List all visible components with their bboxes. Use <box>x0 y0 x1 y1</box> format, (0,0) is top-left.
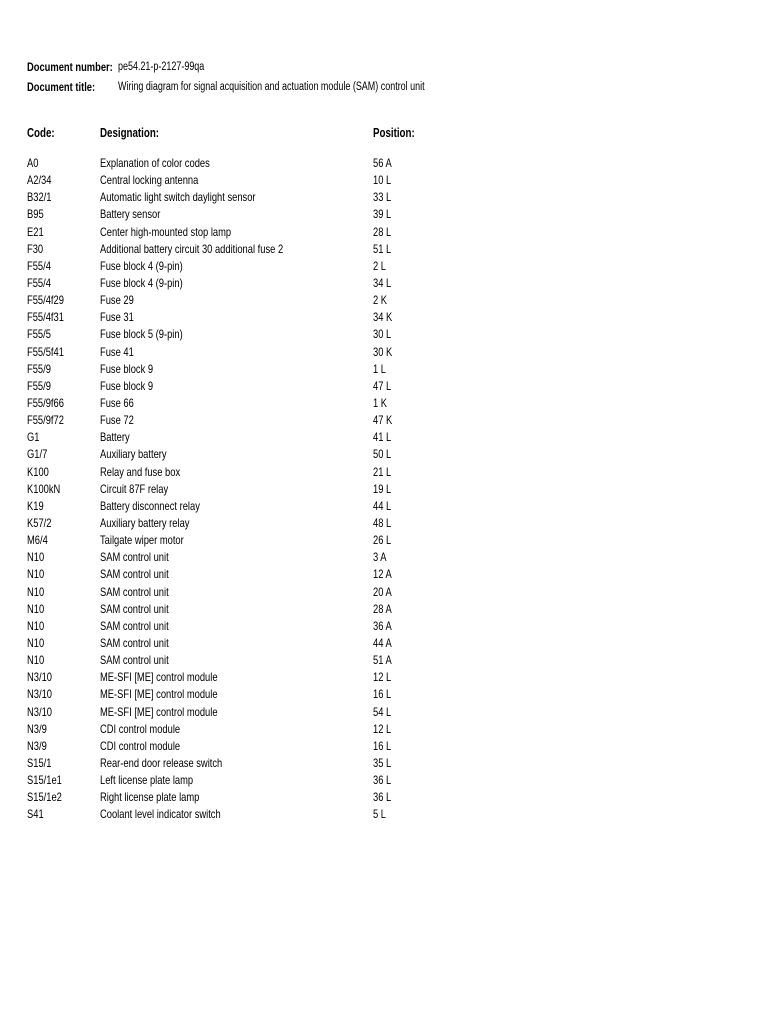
code-cell: N10 <box>27 567 45 582</box>
position-cell: 1 L <box>373 361 387 376</box>
code-cell: S41 <box>27 807 44 822</box>
code-cell: A0 <box>27 156 39 170</box>
table-row <box>0 395 768 412</box>
position-cell: 41 L <box>373 430 392 445</box>
table-row <box>0 721 768 738</box>
designation-cell: Fuse 41 <box>100 344 134 359</box>
position-cell: 19 L <box>373 481 392 496</box>
table-row <box>0 755 768 772</box>
position-cell: 50 L <box>373 447 392 462</box>
table-row <box>0 566 768 583</box>
position-cell: 47 L <box>373 378 392 393</box>
position-cell: 12 L <box>373 721 392 736</box>
designation-cell: SAM control unit <box>100 618 169 633</box>
table-row <box>0 532 768 549</box>
position-cell: 16 L <box>373 687 392 702</box>
table-row <box>0 652 768 669</box>
code-column-header <box>27 125 62 141</box>
designation-cell: Fuse 66 <box>100 395 134 410</box>
code-cell: N3/10 <box>27 704 52 719</box>
table-row <box>0 344 768 361</box>
code-cell: G1/7 <box>27 447 48 462</box>
table-row <box>0 738 768 755</box>
code-cell: S15/1 <box>27 755 52 770</box>
position-cell: 5 L <box>373 807 387 822</box>
position-cell: 33 L <box>373 190 392 205</box>
designation-cell: Fuse block 4 (9-pin) <box>100 258 183 273</box>
designation-header-text: Designation: <box>100 126 160 140</box>
designation-cell: Battery disconnect relay <box>100 498 200 513</box>
code-cell: N10 <box>27 584 45 599</box>
code-cell: F55/9 <box>27 361 51 376</box>
position-cell: 26 L <box>373 533 392 548</box>
table-row <box>0 275 768 292</box>
position-cell: 51 A <box>373 653 392 668</box>
position-cell: 1 K <box>373 395 388 410</box>
designation-cell: SAM control unit <box>100 567 169 582</box>
designation-column-header <box>100 125 176 141</box>
table-row <box>0 292 768 309</box>
designation-cell: Battery sensor <box>100 207 161 222</box>
designation-cell: Auxiliary battery relay <box>100 515 190 530</box>
component-table <box>0 155 768 823</box>
designation-cell: Central locking antenna <box>100 173 199 188</box>
designation-cell: ME-SFI [ME] control module <box>100 670 218 685</box>
designation-cell: SAM control unit <box>100 601 169 616</box>
designation-cell: SAM control unit <box>100 653 169 668</box>
code-cell: F55/4 <box>27 275 51 290</box>
table-row <box>0 446 768 463</box>
table-row <box>0 309 768 326</box>
code-cell: N10 <box>27 550 45 565</box>
designation-cell: Relay and fuse box <box>100 464 181 479</box>
code-cell: N10 <box>27 653 45 668</box>
table-row <box>0 378 768 395</box>
code-cell: B32/1 <box>27 190 52 205</box>
table-row <box>0 704 768 721</box>
designation-cell: Explanation of color codes <box>100 156 210 170</box>
position-cell: 39 L <box>373 207 392 222</box>
table-row <box>0 601 768 618</box>
designation-cell: Center high-mounted stop lamp <box>100 224 232 239</box>
document-title-value: Wiring diagram for signal acquisition and actuation module (SAM) control unit <box>118 81 425 93</box>
table-row <box>0 412 768 429</box>
position-header-text: Position: <box>373 126 415 140</box>
position-cell: 30 L <box>373 327 392 342</box>
designation-cell: Fuse block 9 <box>100 361 154 376</box>
table-row <box>0 515 768 532</box>
table-row <box>0 772 768 789</box>
position-cell: 12 A <box>373 567 392 582</box>
designation-cell: Automatic light switch daylight sensor <box>100 190 256 205</box>
table-row <box>0 241 768 258</box>
designation-cell: Auxiliary battery <box>100 447 167 462</box>
position-cell: 28 A <box>373 601 392 616</box>
position-cell: 51 L <box>373 241 392 256</box>
position-cell: 16 L <box>373 738 392 753</box>
code-cell: F30 <box>27 241 44 256</box>
designation-cell: CDI control module <box>100 721 181 736</box>
designation-cell: Coolant level indicator switch <box>100 807 221 822</box>
position-cell: 56 A <box>373 156 392 170</box>
code-cell: G1 <box>27 430 40 445</box>
table-row <box>0 618 768 635</box>
code-cell: N10 <box>27 601 45 616</box>
code-cell: N10 <box>27 635 45 650</box>
code-cell: K19 <box>27 498 44 513</box>
position-cell: 47 K <box>373 413 393 428</box>
position-cell: 34 L <box>373 275 392 290</box>
code-cell: F55/5 <box>27 327 51 342</box>
position-column-header <box>373 125 426 141</box>
code-cell: N3/9 <box>27 738 47 753</box>
table-row <box>0 361 768 378</box>
code-cell: N3/9 <box>27 721 47 736</box>
position-cell: 20 A <box>373 584 392 599</box>
table-row <box>0 464 768 481</box>
table-row <box>0 686 768 703</box>
document-number-label: Document number: <box>27 60 113 74</box>
table-row <box>0 155 768 172</box>
document-title-label: Document title: <box>27 80 96 94</box>
designation-cell: SAM control unit <box>100 584 169 599</box>
code-cell: F55/9f66 <box>27 395 64 410</box>
position-cell: 21 L <box>373 464 392 479</box>
table-row <box>0 669 768 686</box>
table-row <box>0 549 768 566</box>
position-cell: 54 L <box>373 704 392 719</box>
table-row <box>0 584 768 601</box>
code-cell: K57/2 <box>27 515 52 530</box>
position-cell: 34 K <box>373 310 393 325</box>
position-cell: 2 L <box>373 258 387 273</box>
table-row <box>0 224 768 241</box>
designation-cell: Fuse 72 <box>100 413 134 428</box>
designation-cell: Fuse block 9 <box>100 378 154 393</box>
designation-cell: CDI control module <box>100 738 181 753</box>
code-cell: N10 <box>27 618 45 633</box>
position-cell: 36 A <box>373 618 392 633</box>
table-row <box>0 789 768 806</box>
code-cell: B95 <box>27 207 44 222</box>
designation-cell: SAM control unit <box>100 635 169 650</box>
code-cell: S15/1e1 <box>27 773 62 788</box>
position-cell: 36 L <box>373 773 392 788</box>
table-row <box>0 429 768 446</box>
code-cell: K100 <box>27 464 49 479</box>
code-cell: F55/5f41 <box>27 344 64 359</box>
code-cell: K100kN <box>27 481 61 496</box>
table-row <box>0 206 768 223</box>
designation-cell: Fuse block 5 (9-pin) <box>100 327 183 342</box>
code-cell: N3/10 <box>27 687 52 702</box>
designation-cell: Fuse 31 <box>100 310 134 325</box>
designation-cell: Fuse 29 <box>100 293 134 308</box>
designation-cell: Right license plate lamp <box>100 790 200 805</box>
position-cell: 12 L <box>373 670 392 685</box>
position-cell: 30 K <box>373 344 393 359</box>
table-row <box>0 481 768 498</box>
designation-cell: Left license plate lamp <box>100 773 194 788</box>
position-cell: 3 A <box>373 550 387 565</box>
table-row <box>0 258 768 275</box>
code-header-text: Code: <box>27 126 55 140</box>
code-cell: N3/10 <box>27 670 52 685</box>
table-row <box>0 498 768 515</box>
table-row <box>0 172 768 189</box>
position-cell: 35 L <box>373 755 392 770</box>
table-row <box>0 806 768 823</box>
position-cell: 2 K <box>373 293 388 308</box>
document-number-value: pe54.21-p-2127-99qa <box>118 61 205 73</box>
position-cell: 36 L <box>373 790 392 805</box>
code-cell: A2/34 <box>27 173 52 188</box>
designation-cell: Tailgate wiper motor <box>100 533 184 548</box>
designation-cell: Additional battery circuit 30 additional fuse 2 <box>100 241 284 256</box>
code-cell: F55/9f72 <box>27 413 64 428</box>
table-row <box>0 326 768 343</box>
table-row <box>0 189 768 206</box>
position-cell: 48 L <box>373 515 392 530</box>
code-cell: F55/4 <box>27 258 51 273</box>
designation-cell: ME-SFI [ME] control module <box>100 704 218 719</box>
code-cell: F55/9 <box>27 378 51 393</box>
code-cell: F55/4f31 <box>27 310 64 325</box>
code-cell: F55/4f29 <box>27 293 64 308</box>
designation-cell: Fuse block 4 (9-pin) <box>100 275 183 290</box>
position-cell: 44 L <box>373 498 392 513</box>
position-cell: 10 L <box>373 173 392 188</box>
position-cell: 28 L <box>373 224 392 239</box>
designation-cell: ME-SFI [ME] control module <box>100 687 218 702</box>
designation-cell: Battery <box>100 430 130 445</box>
table-row <box>0 635 768 652</box>
designation-cell: Circuit 87F relay <box>100 481 169 496</box>
code-cell: M6/4 <box>27 533 48 548</box>
designation-cell: Rear-end door release switch <box>100 755 223 770</box>
position-cell: 44 A <box>373 635 392 650</box>
code-cell: S15/1e2 <box>27 790 62 805</box>
designation-cell: SAM control unit <box>100 550 169 565</box>
code-cell: E21 <box>27 224 44 239</box>
